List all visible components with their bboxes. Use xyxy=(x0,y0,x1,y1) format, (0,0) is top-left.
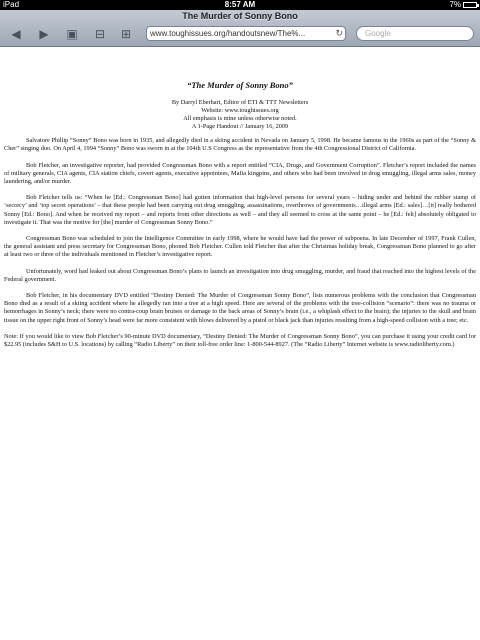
paragraph-leak: Unfortunately, word had leaked out about Congressman Bono’s plans to launch an investigation into drug smuggling, murder, and fraud that reached into the highest levels of the Federal government. xyxy=(4,267,476,283)
forward-arrow-icon[interactable]: ▶ xyxy=(39,27,49,41)
paragraph-report: Bob Fletcher, an investigative reporter, had provided Congressman Bono with a report entitled “CIA, Drugs, and Government Corruption”. Fletcher’s report included the names of military generals, CIA agents, CIA station chiefs, covert agents, executive appointees, Mafia kingpins, and others who had been involved in drug smuggling, illegal arms sales, money laundering, and/or murder. xyxy=(4,161,476,186)
battery-percent: 7% xyxy=(449,0,461,9)
emphasis-note: All emphasis is mine unless otherwise noted. xyxy=(183,115,297,123)
document-title: “The Murder of Sonny Bono” xyxy=(187,80,293,90)
paragraph-bio: Salvatore Phillip “Sonny” Bono was born in 1935, and allegedly died in a skiing accident in Nevada on January 5, 1998. He became famous in the 1960s as part of the “Sonny & Cher” singing duo. On April 4, 1994 “Sonny” Bono was sworn in at the 104th U.S Congress as the representative from the 4th Congressional District of California. xyxy=(4,137,476,153)
document-meta xyxy=(4,99,476,131)
paragraph-committee: Congressman Bono was scheduled to join the Intelligence Committee in early 1998, where he would have had the power of subpoena. In late December of 1997, Frank Cullen, the general assistant and press secretary for Congressman Bono, phoned Bob Fletcher. Cullen told Fletcher that after the Christmas holiday break, Congressman Bono planned to go after at least two or three of the individuals mentioned in Fletcher’s investigative report. xyxy=(4,235,476,259)
battery-indicator xyxy=(449,0,477,10)
browser-toolbar xyxy=(0,10,480,47)
status-bar xyxy=(0,0,480,10)
paragraph-dvd: Bob Fletcher, in his documentary DVD entitled “Destiny Denied: The Murder of Congressman Sonny Bono”, lists numerous problems with the conclusion that Congressman Bono died as a result of a skiing accident where he allegedly ran into a tree at a high speed. Here are several of the problems with the tree-collision “scenario”: there was no trauma or hemorrhages in Sonny’s neck; there were no contra-coup brain bruises or damage to the back areas of Sonny’s brain (i.e., a whiplash effect to the brain); the injuries to the skull and brain tissue on the upper right front of Sonny’s head were far more consistent with blows delivered by a pistol or black jack than injuries resulting from a high-speed collision with a tree; etc. xyxy=(4,292,476,324)
battery-icon xyxy=(463,2,477,8)
add-bookmark-icon[interactable]: ⊞ xyxy=(120,27,132,41)
paragraph-note: Note: If you would like to view Bob Fletcher’s 90-minute DVD documentary, “Destiny Denied: The Murder of Congressman Sonny Bono”, you can purchase it using your credit card for $22.95 (includes S&H to U.S. locations) by calling “Radio Liberty” on their toll-free order line: 1-800-544-8927. (The “Radio Liberty” Internet website is www.radioliberty.com.) xyxy=(4,332,476,349)
device-label: iPad xyxy=(3,0,20,9)
bookmarks-icon[interactable]: ⊟ xyxy=(94,27,106,41)
url-text: www.toughissues.org/handoutsnew/The%... xyxy=(150,29,306,38)
clock: 8:57 AM xyxy=(224,0,256,9)
back-arrow-icon[interactable]: ◀ xyxy=(11,27,21,41)
website-line[interactable]: Website: www.toughissues.org xyxy=(201,107,279,115)
paragraph-quote: Bob Fletcher tells us: “When he [Ed.: Congressman Bono] had gotten information that high-level persons for several years – hiding under and behind the rubber stamp of ‘secrecy’ and ‘top secret operations’ – that these people had been carrying out drug smuggling, assassinations, overthrows of governments…illegal arms [Ed.: sales]…[it] really bothered Sonny [Ed.: Bono]. And when he received my report – and reports from other directions as well – and they all seemed to cross at the same point – he [Ed.: felt] absolutely obligated to investigate it. That was the motive for [the] murder of Congressman Sonny Bono.” xyxy=(4,194,476,226)
reload-icon[interactable]: ↻ xyxy=(335,28,343,38)
web-content[interactable] xyxy=(0,47,480,640)
address-bar[interactable] xyxy=(146,26,346,41)
toolbar-row xyxy=(0,25,480,43)
page-title: The Murder of Sonny Bono xyxy=(182,11,298,21)
search-input[interactable]: Google xyxy=(356,26,474,41)
byline: By Darryl Eberhart, Editor of ETI & TTT Newsletters xyxy=(171,99,309,107)
pages-icon[interactable]: ▣ xyxy=(66,27,78,41)
handout-document xyxy=(4,81,476,357)
handout-date: A 1-Page Handout // January 16, 2009 xyxy=(191,123,289,131)
